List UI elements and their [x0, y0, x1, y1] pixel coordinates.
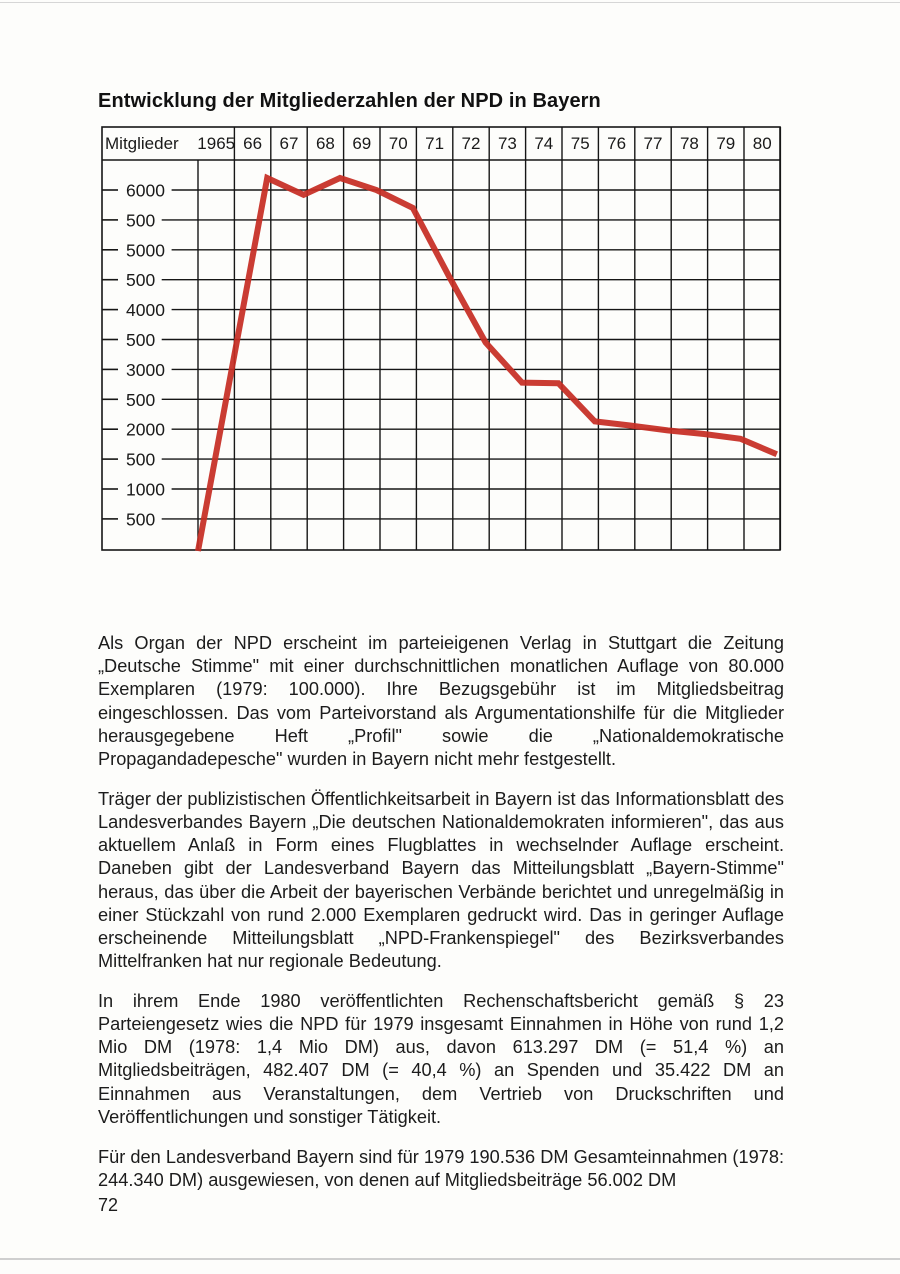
x-tick-label: 75 [570, 134, 590, 153]
x-tick-label: 78 [679, 134, 699, 153]
y-tick-label: 500 [126, 449, 156, 470]
paragraph-4: Für den Landesverband Bayern sind für 1979 190.536 DM Gesamteinnahmen (1978: 244.340 DM) ausgewiesen, von denen auf Mitgliedsbeiträge 56.002 DM [98, 1146, 784, 1190]
x-tick-label: 72 [461, 134, 481, 153]
y-tick-label: 500 [126, 509, 156, 530]
y-tick-label: 1000 [126, 479, 165, 500]
x-tick-label: 67 [279, 134, 299, 153]
paragraph-2: Träger der publizistischen Öffentlichkeitsarbeit in Bayern ist das Informationsblatt des Landesverbandes Bayern „Die deutschen Nationaldemokraten informieren", das aus aktuellem Anlaß in Form eines Flugblattes in wechselnder Auflage erscheint. Daneben gibt der Landesverband Bayern das Mitteilungsblatt „Bayern-Stimme" heraus, das über die Arbeit der bayerischen Verbände berichtet und unregelmäßig in einer Stückzahl von rund 2.000 Exemplaren gedruckt wird. Das in geringer Auflage erscheinende Mitteilungsblatt „NPD-Frankenspiegel" des Bezirksverbandes Mittelfranken hat nur regionale Bedeutung. [98, 788, 784, 972]
data-line-mitglieder [198, 178, 777, 551]
y-axis [102, 181, 198, 530]
y-tick-label: 500 [126, 210, 156, 231]
y-axis-label: Mitglieder [105, 134, 179, 153]
x-tick-label: 80 [752, 134, 772, 153]
x-tick-label: 68 [315, 134, 335, 153]
page-number: 72 [98, 1195, 119, 1215]
chart-title: Entwicklung der Mitgliederzahlen der NPD in Bayern [98, 90, 601, 112]
y-tick-label: 500 [126, 270, 156, 291]
x-tick-label: 74 [534, 134, 554, 153]
y-tick-label: 500 [126, 389, 156, 410]
x-tick-label: 76 [607, 134, 627, 153]
chart-grid [102, 127, 780, 550]
x-tick-label: 70 [388, 134, 408, 153]
y-tick-label: 5000 [126, 240, 165, 261]
y-tick-label: 2000 [126, 419, 165, 440]
membership-chart [0, 0, 900, 560]
y-tick-label: 500 [126, 330, 156, 350]
x-tick-label: 77 [643, 134, 663, 153]
x-tick-label: 1965 [197, 134, 236, 153]
x-tick-label: 66 [243, 134, 263, 153]
article-body [98, 632, 784, 1208]
bottom-page-rule [0, 1258, 900, 1260]
x-tick-label: 71 [425, 134, 445, 153]
data-line-layer [198, 178, 777, 551]
paragraph-1: Als Organ der NPD erscheint im parteieigenen Verlag in Stuttgart die Zeitung „Deutsche Stimme" mit einer durchschnittlichen monatlichen Auflage von 80.000 Exemplaren (1979: 100.000). Ihre Bezugsgebühr ist im Mitgliedsbeitrag eingeschlossen. Das vom Parteivorstand als Argumentationshilfe für die Mitglieder herausgegebene Heft „Profil" sowie die „Nationaldemokratische Propagandadepesche" wurden in Bayern nicht mehr festgestellt. [98, 633, 784, 770]
x-tick-label: 73 [497, 134, 517, 153]
y-tick-label: 4000 [126, 300, 165, 321]
y-tick-label: 3000 [126, 359, 165, 380]
paragraph-3: In ihrem Ende 1980 veröffentlichten Rechenschaftsbericht gemäß § 23 Parteiengesetz wies die NPD für 1979 insgesamt Einnahmen in Höhe von rund 1,2 Mio DM (1978: 1,4 Mio DM) aus, davon 613.297 DM (= 51,4 %) an Mitgliedsbeiträgen, 482.407 DM (= 40,4 %) an Spenden und 35.422 DM an Einnahmen aus Veranstaltungen, dem Vertrieb von Druckschriften und Veröffentlichungen und sonstiger Tätigkeit. [98, 990, 784, 1127]
y-tick-label: 6000 [126, 180, 165, 201]
x-tick-label: 69 [352, 134, 372, 153]
x-tick-label: 79 [716, 134, 736, 153]
